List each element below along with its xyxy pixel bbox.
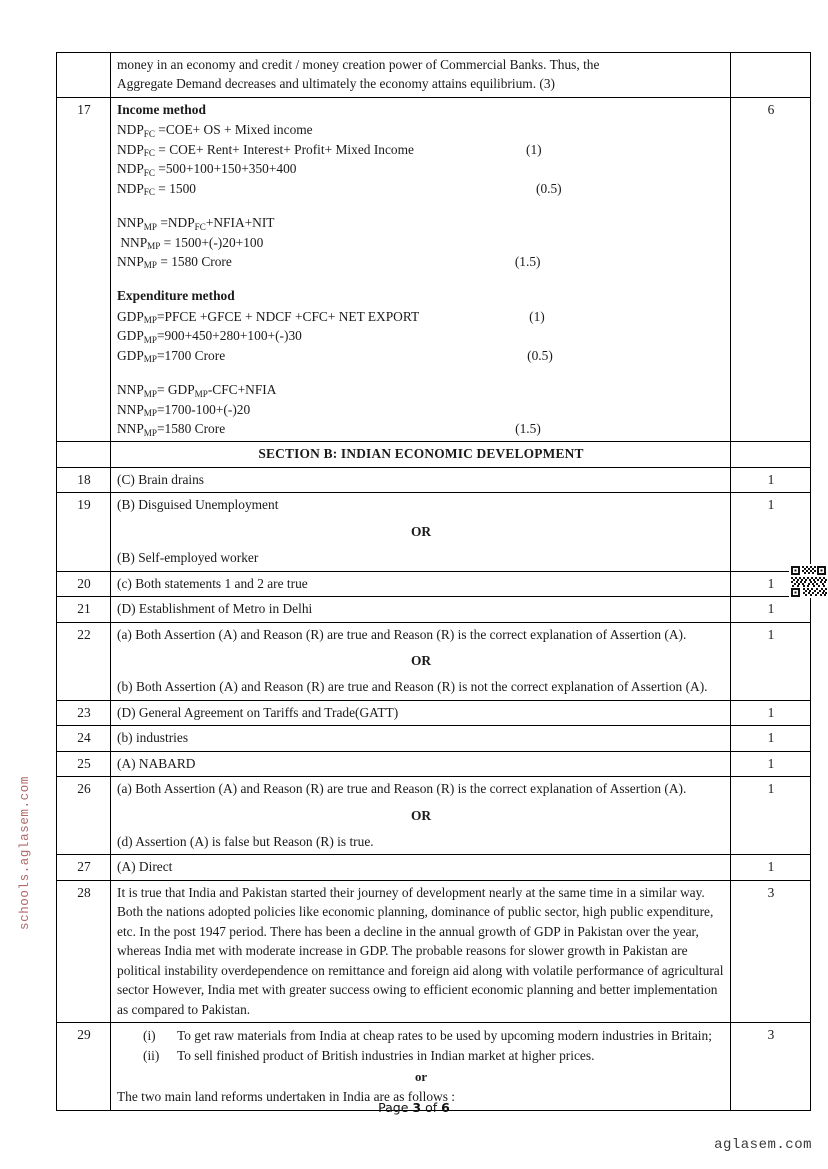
question-number-cell: 17: [57, 97, 111, 442]
answer-body-cell: [111, 777, 731, 855]
answer-body-cell: [111, 622, 731, 700]
question-number-cell: 23: [57, 700, 111, 725]
question-number-cell: 27: [57, 855, 111, 880]
table-row: [57, 571, 811, 596]
question-number-cell: 25: [57, 751, 111, 776]
vertical-spacer: [117, 271, 725, 286]
table-row: [57, 855, 811, 880]
section-header-row: [57, 442, 811, 467]
answers-table: [56, 52, 811, 1111]
answer-body-cell: (D) Establishment of Metro in Delhi: [111, 597, 731, 622]
table-row: [57, 726, 811, 751]
marks-cell: 6: [731, 97, 811, 442]
table-row: [57, 1022, 811, 1110]
page-footer: [0, 1100, 828, 1115]
formula-line: $NNP_{MP}=1580$ Crore (1.5): [117, 421, 541, 438]
formula-line: $GDP_{MP}=1700$ Crore (0.5): [117, 347, 553, 365]
section-b-header: SECTION B: INDIAN ECONOMIC DEVELOPMENT: [111, 442, 731, 467]
formula-line: $NNP_{MP}=1700-100+(-)20$: [117, 401, 251, 419]
answer-body-cell: [111, 53, 731, 98]
formula-line: $NDP_{FC} = 1500$ (0.5): [117, 180, 562, 198]
or-separator: OR: [410, 523, 432, 539]
answer-body-cell: [111, 493, 731, 571]
formula-marks: (1): [529, 308, 545, 324]
footer-current-page: 3: [412, 1100, 422, 1115]
formula-marks: (0.5): [535, 180, 562, 196]
marks-cell: 1: [731, 855, 811, 880]
answer-body-cell: [111, 97, 731, 442]
or-separator: OR: [410, 652, 432, 668]
question-number-cell: 28: [57, 880, 111, 1022]
marks-cell: [731, 53, 811, 98]
formula-line: $NNP_{MP} = 1580$ Crore (1.5): [117, 253, 541, 271]
or-separator: OR: [410, 807, 432, 823]
answer-key-sheet: [56, 52, 810, 1111]
formula-line: $NDP_{FC} =COE+$ OS + Mixed income: [117, 122, 313, 139]
formula-line: $NNP_{MP}$ $=NDP_{FC}+NFIA+NIT$: [117, 215, 275, 232]
continued-line-1: money in an economy and credit / money creation power of Commercial Banks. Thus, the: [117, 57, 600, 72]
footer-prefix: Page: [378, 1100, 413, 1115]
formula-marks: (0.5): [527, 347, 553, 363]
footer-middle: of: [421, 1100, 442, 1115]
table-row: [57, 622, 811, 700]
formula-line: $NDP_{FC} = COE+$ Rent+ Interest+ Profit+ Mixed Income (1): [117, 141, 542, 159]
vertical-spacer: [117, 198, 725, 213]
qr-code-icon: [789, 560, 828, 602]
marks-cell: 1: [731, 571, 811, 596]
list-item-number: (ii): [143, 1048, 160, 1064]
watermark-bottom-right: aglasem.com: [714, 1137, 812, 1153]
list-item-text: To get raw materials from India at cheap rates to be used by upcoming modern industries in Britain;: [177, 1027, 712, 1043]
footer-total-pages: 6: [441, 1100, 450, 1115]
answer-body-cell: (D) General Agreement on Tariffs and Trade(GATT): [111, 700, 731, 725]
question-number-cell: 22: [57, 622, 111, 700]
marks-cell: 1: [731, 597, 811, 622]
answer-primary: (a) Both Assertion (A) and Reason (R) are true and Reason (R) is the correct explanation of Assertion (A).: [117, 626, 687, 642]
income-method-heading: Income method: [117, 101, 206, 117]
question-number-cell: 20: [57, 571, 111, 596]
question-number-cell: [57, 53, 111, 98]
formula-line: $GDP_{MP}=PFCE$ +GFCE + NDCF +CFC+ NET EXPORT (1): [117, 308, 545, 326]
formula-line: $NNP_{MP}=$ $GDP_{MP}-CFC+NFIA$: [117, 382, 277, 399]
formula-line: $GDP_{MP}=900+450+280+100+(-)30$: [117, 328, 302, 345]
marks-cell: 3: [731, 1022, 811, 1110]
table-row: [57, 97, 811, 442]
formula-line: $NDP_{FC} =500+100+150+350+400$: [117, 161, 297, 178]
question-number-cell: 24: [57, 726, 111, 751]
answer-body-cell: (A) Direct: [111, 855, 731, 880]
marks-cell: 1: [731, 726, 811, 751]
answer-alternate: (b) Both Assertion (A) and Reason (R) are true and Reason (R) is not the correct explanation of Assertion (A).: [117, 679, 708, 695]
formula-marks: (1.5): [515, 421, 541, 436]
question-number-cell: 18: [57, 467, 111, 492]
formula-marks: (1): [526, 141, 542, 157]
question-number-cell: 29: [57, 1022, 111, 1110]
question-number-cell: 19: [57, 493, 111, 571]
formula-line: $NNP_{MP} = 1500+(-)20+100$: [117, 234, 264, 252]
answer-body-cell: [111, 1022, 731, 1110]
marks-cell: 1: [731, 777, 811, 855]
table-row: [57, 751, 811, 776]
table-row: [57, 493, 811, 571]
answer-body-cell: (C) Brain drains: [111, 467, 731, 492]
marks-cell: 3: [731, 880, 811, 1022]
or-separator: or: [414, 1069, 428, 1084]
formula-marks: (1.5): [514, 253, 541, 269]
answer-body-cell: It is true that India and Pakistan started their journey of development nearly at the same time in a similar way. Both the nations adopted policies like economic planning, dominance of public sector, high public expenditure, etc. In the post 1947 period. There has been a decline in the annual growth of GDP in Pakistan over the year, whereas India met with moderate increase in GDP. The probable reasons for slower growth in Pakistan are political instability overdependence on remittance and foreign aid along with volatile performance of agricultural sector However, India met with greater success owing to efficient economic planning and better implementation as compared to Pakistan.: [111, 880, 731, 1022]
table-row: [57, 700, 811, 725]
question-number-cell: 26: [57, 777, 111, 855]
list-item: [117, 1026, 725, 1045]
marks-cell: 1: [731, 700, 811, 725]
answer-alternate: The two main land reforms undertaken in India are as follows :: [117, 1089, 456, 1105]
expenditure-method-heading: Expenditure method: [117, 288, 235, 304]
marks-cell: 1: [731, 751, 811, 776]
marks-cell: 1: [731, 493, 811, 571]
list-item-number: (i): [143, 1027, 156, 1043]
vertical-spacer: [117, 365, 725, 380]
table-row: [57, 880, 811, 1022]
list-item-text: To sell finished product of British industries in Indian market at higher prices.: [177, 1048, 595, 1064]
table-row: [57, 597, 811, 622]
table-row: [57, 777, 811, 855]
question-number-cell: 21: [57, 597, 111, 622]
watermark-left: schools.aglasem.com: [18, 776, 32, 930]
table-row: [57, 53, 811, 98]
answer-primary: (B) Disguised Unemployment: [117, 497, 279, 513]
answer-body-cell: (c) Both statements 1 and 2 are true: [111, 571, 731, 596]
table-row: [57, 467, 811, 492]
answer-body-cell: (A) NABARD: [111, 751, 731, 776]
marks-cell: 1: [731, 622, 811, 700]
marks-cell: 1: [731, 467, 811, 492]
section-header-marks-cell: [731, 442, 811, 467]
answer-alternate: (d) Assertion (A) is false but Reason (R) is true.: [117, 834, 374, 849]
list-item: [117, 1046, 725, 1065]
continued-line-2: Aggregate Demand decreases and ultimately the economy attains equilibrium. (3): [117, 76, 556, 92]
answer-alternate: (B) Self-employed worker: [117, 550, 259, 566]
section-header-qno-cell: [57, 442, 111, 467]
answer-primary: (a) Both Assertion (A) and Reason (R) are true and Reason (R) is the correct explanation of Assertion (A).: [117, 781, 687, 797]
answer-body-cell: (b) industries: [111, 726, 731, 751]
